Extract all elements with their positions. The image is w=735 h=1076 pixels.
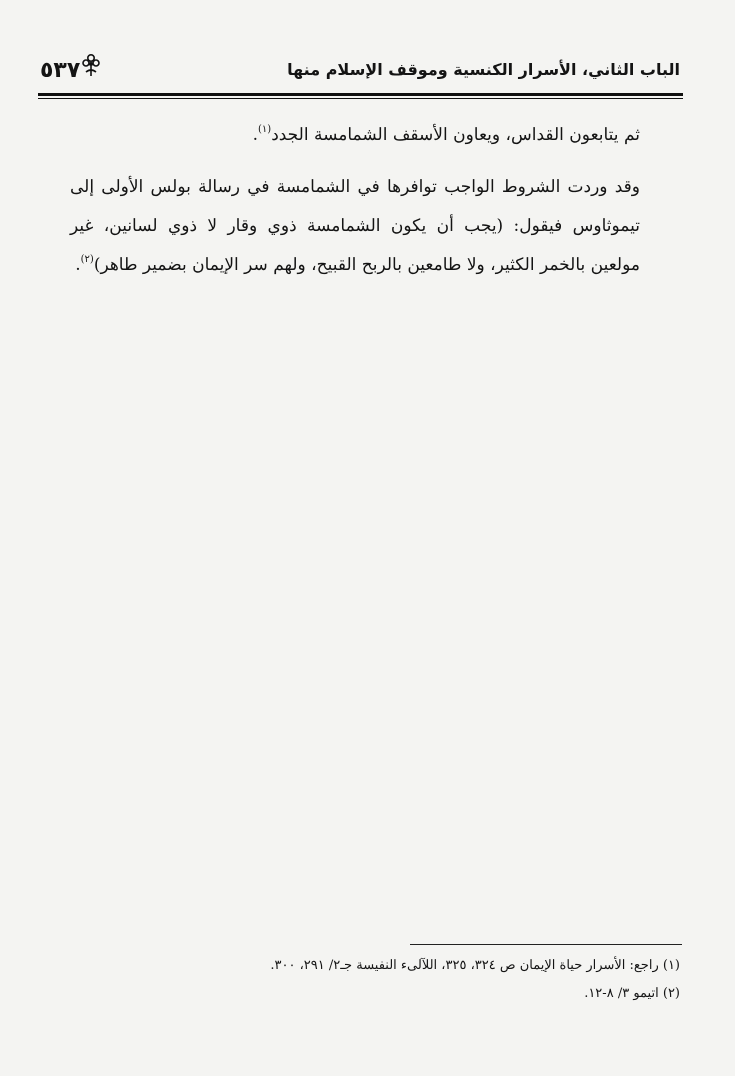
footnote-text: راجع: الأسرار حياة الإيمان ص ٣٢٤، ٣٢٥، اللآلىء النفيسة جـ٢/ ٢٩١، ٣٠٠. xyxy=(270,958,659,973)
paragraph-end: . xyxy=(75,255,81,275)
main-text xyxy=(70,116,640,285)
footnote-marker: (٢) xyxy=(662,986,680,1001)
footnote-2 xyxy=(150,980,680,1008)
footnote-ref-2[interactable]: (٢) xyxy=(80,254,94,265)
paragraph-text: ثم يتابعون القداس، ويعاون الأسقف الشمامسة الجدد xyxy=(271,125,640,145)
header-rule-thick xyxy=(38,93,683,96)
running-header xyxy=(40,52,680,92)
paragraph-end: . xyxy=(252,125,258,145)
header-rule-thin xyxy=(38,98,683,99)
footnote-text: اتيمو ٣/ ٨-١٢. xyxy=(584,986,659,1001)
paragraph-2 xyxy=(70,168,640,285)
footnotes xyxy=(150,952,680,1008)
footnote-marker: (١) xyxy=(662,958,680,973)
paragraph-text: وقد وردت الشروط الواجب توافرها في الشمامسة في رسالة بولس الأولى إلى تيموثاوس فيقول: (يجب أن يكون الشمامسة ذوي وقار لا ذوي لسانين، غير مولعين بالخمر الكثير، ولا طامعين بالربح القبيح، ولهم سر الإيمان بضمير طاهر) xyxy=(70,177,640,275)
page-number: ٥٣٧ xyxy=(40,57,81,83)
page-number-block xyxy=(40,52,98,88)
footnote-1 xyxy=(150,952,680,980)
paragraph-1 xyxy=(70,116,640,155)
floral-ornament-icon xyxy=(80,52,102,78)
footnote-ref-1[interactable]: (١) xyxy=(258,124,272,135)
footnote-separator xyxy=(410,944,682,945)
chapter-title: الباب الثاني، الأسرار الكنسية وموقف الإسلام منها xyxy=(287,60,680,79)
